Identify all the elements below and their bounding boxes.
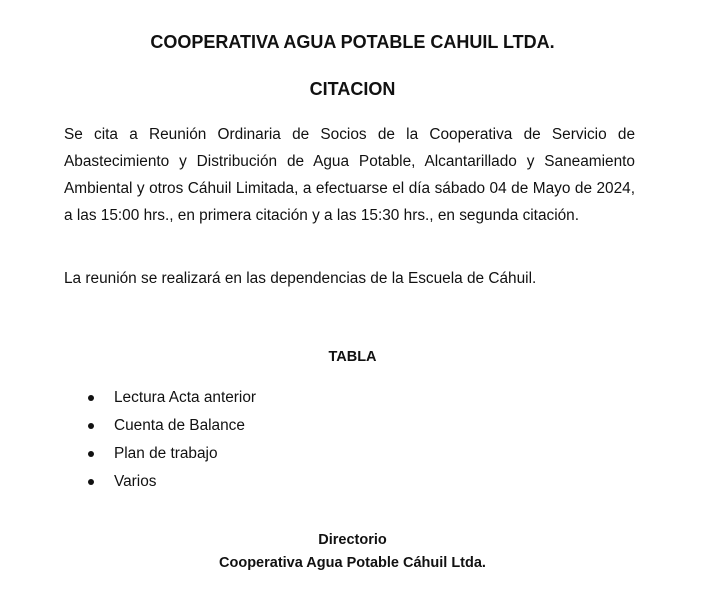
agenda-item-label: Plan de trabajo bbox=[114, 445, 218, 462]
agenda-item bbox=[88, 384, 256, 412]
bullet-icon bbox=[88, 423, 94, 429]
signature-board: Directorio bbox=[318, 532, 387, 548]
bullet-icon bbox=[88, 451, 94, 457]
agenda-item-label: Lectura Acta anterior bbox=[114, 389, 257, 406]
agenda-list bbox=[88, 384, 256, 496]
location-paragraph: La reunión se realizará en las dependencias de la Escuela de Cáhuil. bbox=[64, 270, 537, 287]
document-subtitle: CITACION bbox=[309, 79, 396, 99]
bullet-icon bbox=[88, 479, 94, 485]
signature-organization: Cooperativa Agua Potable Cáhuil Ltda. bbox=[219, 555, 486, 571]
summons-paragraph: Se cita a Reunión Ordinaria de Socios de la Cooperativa de Servicio de Abastecimiento y Distribución de Agua Potable, Alcantarillado y Saneamiento Ambiental y otros Cáhuil Limitada, a efectuarse el día sábado 04 de Mayo de 2024, a las 15:00 hrs., en primera citación y a las 15:30 hrs., en segunda citación. bbox=[64, 126, 635, 224]
bullet-icon bbox=[88, 395, 94, 401]
agenda-item-label: Cuenta de Balance bbox=[114, 417, 245, 434]
agenda-item bbox=[88, 412, 256, 440]
agenda-item-label: Varios bbox=[114, 473, 157, 490]
agenda-heading: TABLA bbox=[328, 349, 377, 365]
agenda-item bbox=[88, 440, 256, 468]
agenda-item bbox=[88, 468, 256, 496]
document-title: COOPERATIVA AGUA POTABLE CAHUIL LTDA. bbox=[150, 32, 555, 52]
